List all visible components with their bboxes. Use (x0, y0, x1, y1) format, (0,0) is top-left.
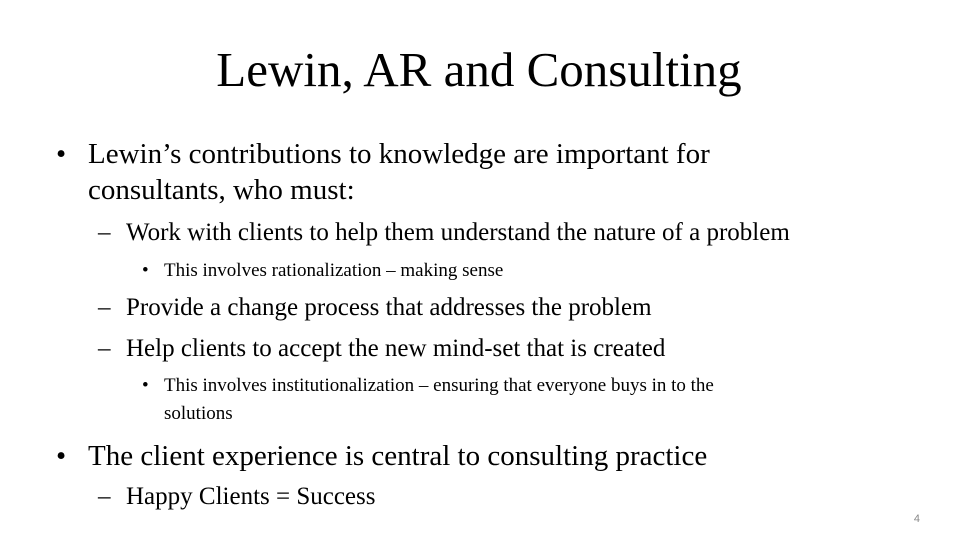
sub-bullet-text: Help clients to accept the new mind-set that is created (126, 335, 666, 362)
sub-bullet-accept-mindset (98, 334, 938, 366)
dash-marker: – (98, 483, 111, 510)
sub-sub-bullet-rationalization (142, 257, 922, 284)
sub-sub-bullet-text: This involves rationalization – making sense (164, 260, 504, 281)
bullet-marker: • (56, 440, 67, 472)
sub-bullet-text: Provide a change process that addresses the problem (126, 294, 652, 321)
sub-bullet-text: Work with clients to help them understand the nature of a problem (126, 219, 790, 246)
sub-bullet-happy-clients (98, 482, 938, 514)
sub-bullet-change-process (98, 293, 938, 325)
sub-bullet-work-with-clients (98, 218, 938, 250)
sub-bullet-text: Happy Clients = Success (126, 483, 376, 510)
dash-marker: – (98, 294, 111, 321)
sub-sub-bullet-text-line-1: This involves institutionalization – ensuring that everyone buys in to the (164, 375, 714, 396)
bullet-item-lewin-contributions (56, 137, 936, 207)
bullet-text-line-2: consultants, who must: (88, 174, 355, 206)
dash-marker: – (98, 219, 111, 246)
sub-sub-bullet-institutionalization (142, 372, 922, 428)
bullet-text: The client experience is central to consulting practice (88, 440, 708, 472)
bullet-marker: • (142, 375, 149, 396)
bullet-item-client-experience (56, 439, 936, 475)
sub-sub-bullet-text-line-2: solutions (164, 403, 233, 424)
bullet-text-line-1: Lewin’s contributions to knowledge are important for (88, 138, 710, 170)
bullet-marker: • (56, 138, 67, 170)
bullet-marker: • (142, 260, 149, 281)
dash-marker: – (98, 335, 111, 362)
page-number: 4 (913, 513, 920, 525)
slide-title: Lewin, AR and Consulting (216, 42, 742, 97)
